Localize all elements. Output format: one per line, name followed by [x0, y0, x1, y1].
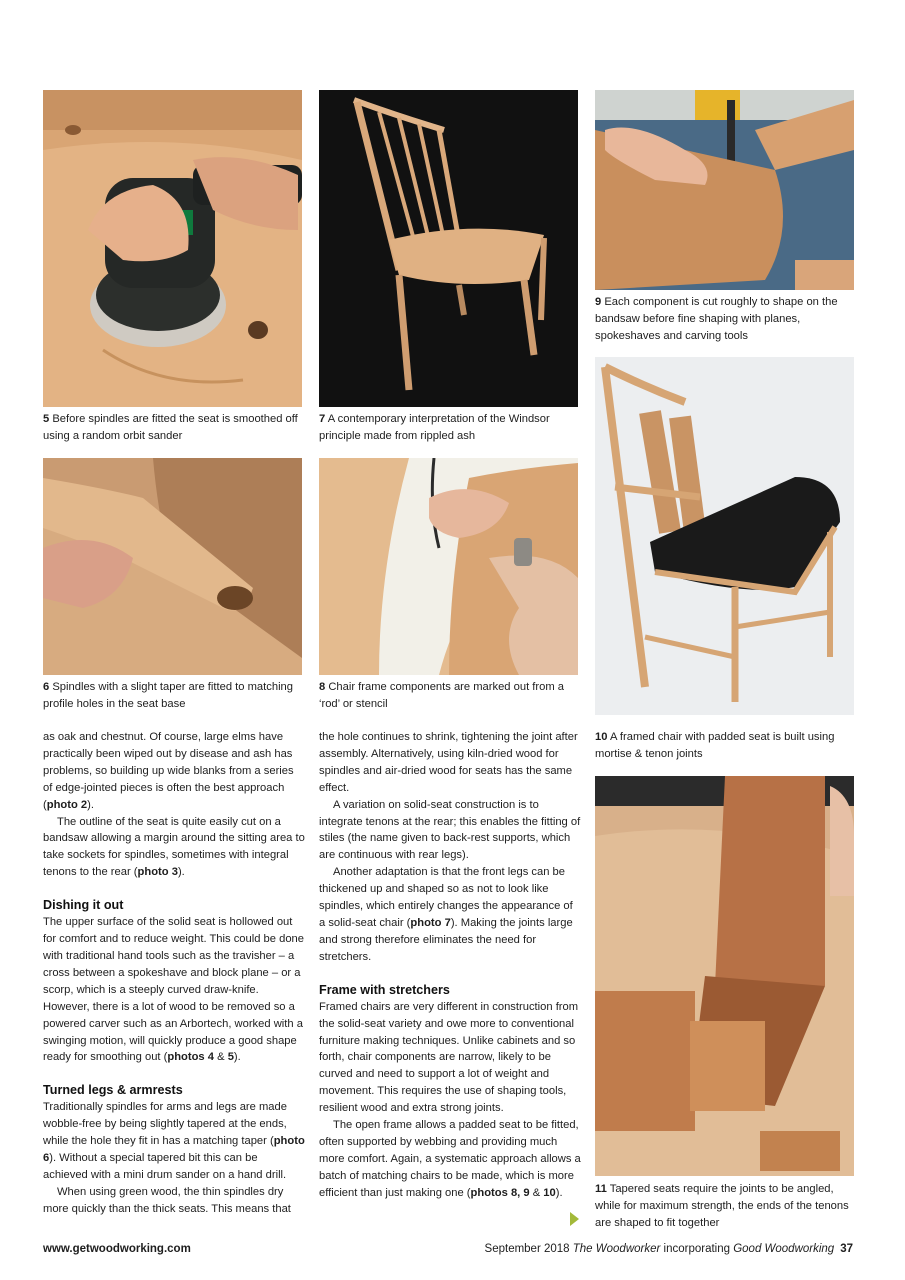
- caption-number: 8: [319, 681, 326, 693]
- subheading-turned-legs: Turned legs & armrests: [43, 1083, 183, 1098]
- caption-number: 6: [43, 681, 50, 693]
- paragraph: The upper surface of the solid seat is hollowed out for comfort and to reduce weight. This could be done with traditional hand tools such as the travisher – a cross between a spokeshave and block plane – or a scorp, which is a steeply curved draw-knife. However, there is a lot of wood to be removed so a powered carver such as an Arbortech, worked with a swinging motion, will quickly produce a good shape ready for smoothing out (photos 4 & 5).: [43, 916, 304, 1064]
- paragraph: The outline of the seat is quite easily cut on a bandsaw allowing a margin around the sitting area to take sockets for spindles, sometimes with integral tenons to the rear (photo 3).: [43, 815, 305, 879]
- caption-photo-11: [595, 1181, 854, 1232]
- caption-photo-8: [319, 679, 564, 713]
- paragraph: When using green wood, the thin spindles dry more quickly than the thick seats. This means that: [43, 1185, 291, 1215]
- caption-number: 9: [595, 296, 602, 308]
- footer-date: September 2018: [484, 1243, 573, 1255]
- caption-photo-9: [595, 294, 840, 345]
- caption-text: Each component is cut roughly to shape on the bandsaw before fine shaping with planes, spokeshaves and carving tools: [595, 296, 838, 342]
- paragraph: as oak and chestnut. Of course, large elms have practically been wiped out by disease and ash has problems, so building up wide blanks from a series of edge-jointed pieces is often the best approach (photo 2).: [43, 731, 294, 811]
- photo-10-framed-chair: [595, 357, 854, 715]
- footer-incorporating: incorporating: [660, 1243, 734, 1255]
- paragraph: Another adaptation is that the front legs can be thickened up and shaped so as not to look like spindles, which entirely changes the appearance of a solid-seat chair (photo 7). Making the joints large and strong therefore eliminates the need for stretchers.: [319, 866, 573, 963]
- photo-5-sander: [43, 90, 302, 407]
- caption-photo-10: [595, 729, 845, 763]
- body-column-1: [43, 729, 305, 1218]
- paragraph: Framed chairs are very different in construction from the solid-seat variety and owe more to conventional furniture making techniques. Unlike cabinets and so forth, chair components are narrow, likely to be curved and need to support a lot of weight and movement. This requires the use of shaping tools, resilient wood and extra strong joints.: [319, 1000, 579, 1115]
- paragraph: Traditionally spindles for arms and legs are made wobble-free by being slightly tapered at the ends, while the hole they fit in has a matching taper (photo 6). Without a special tapered bit this can be achieved with a mini drum sander on a hand drill.: [43, 1101, 305, 1181]
- photo-6-spindle: [43, 458, 302, 675]
- footer-sister-magazine: Good Woodworking: [733, 1243, 835, 1255]
- caption-text: Spindles with a slight taper are fitted to matching profile holes in the seat base: [43, 681, 294, 710]
- caption-number: 5: [43, 413, 50, 425]
- caption-photo-7: [319, 411, 578, 445]
- caption-number: 11: [595, 1183, 607, 1195]
- subheading-frame-with-stretchers: Frame with stretchers: [319, 982, 450, 997]
- caption-number: 10: [595, 731, 608, 743]
- body-column-2: [319, 729, 581, 1202]
- caption-number: 7: [319, 413, 326, 425]
- photo-9-bandsaw: [595, 90, 854, 290]
- caption-photo-5: [43, 411, 302, 445]
- paragraph: the hole continues to shrink, tightening the joint after assembly. Alternatively, using kiln-dried wood for spindles and air-dried wood for seats has the same effect.: [319, 731, 578, 794]
- caption-text: Tapered seats require the joints to be angled, while for maximum strength, the ends of the tenons are shaped to fit together: [595, 1183, 849, 1229]
- photo-8-marking-out: [319, 458, 578, 675]
- footer-website: www.getwoodworking.com: [43, 1243, 191, 1255]
- subheading-dishing-it-out: Dishing it out: [43, 898, 124, 913]
- caption-text: Chair frame components are marked out from a ‘rod’ or stencil: [319, 681, 565, 710]
- paragraph: The open frame allows a padded seat to be fitted, often supported by webbing and providing much more comfort. Again, a systematic approach allows a batch of matching chairs to be made, which is more efficient than just making one (photos 8, 9 & 10).: [319, 1119, 581, 1199]
- footer-magazine: The Woodworker: [572, 1243, 661, 1255]
- caption-text: Before spindles are fitted the seat is smoothed off using a random orbit sander: [43, 413, 298, 442]
- photo-7-windsor-chair: [319, 90, 578, 407]
- paragraph: A variation on solid-seat construction is to integrate tenons at the rear; this enables the fitting of stiles (the name given to back-rest supports, which are continuous with rear legs).: [319, 798, 581, 862]
- continue-arrow-icon: [570, 1212, 579, 1226]
- footer-issue-info: [485, 1243, 853, 1255]
- photo-11-angled-tenon: [595, 776, 854, 1176]
- caption-photo-6: [43, 679, 302, 713]
- caption-text: A contemporary interpretation of the Windsor principle made from rippled ash: [319, 413, 550, 442]
- page-number: 37: [840, 1243, 853, 1255]
- caption-text: A framed chair with padded seat is built using mortise & tenon joints: [595, 731, 835, 760]
